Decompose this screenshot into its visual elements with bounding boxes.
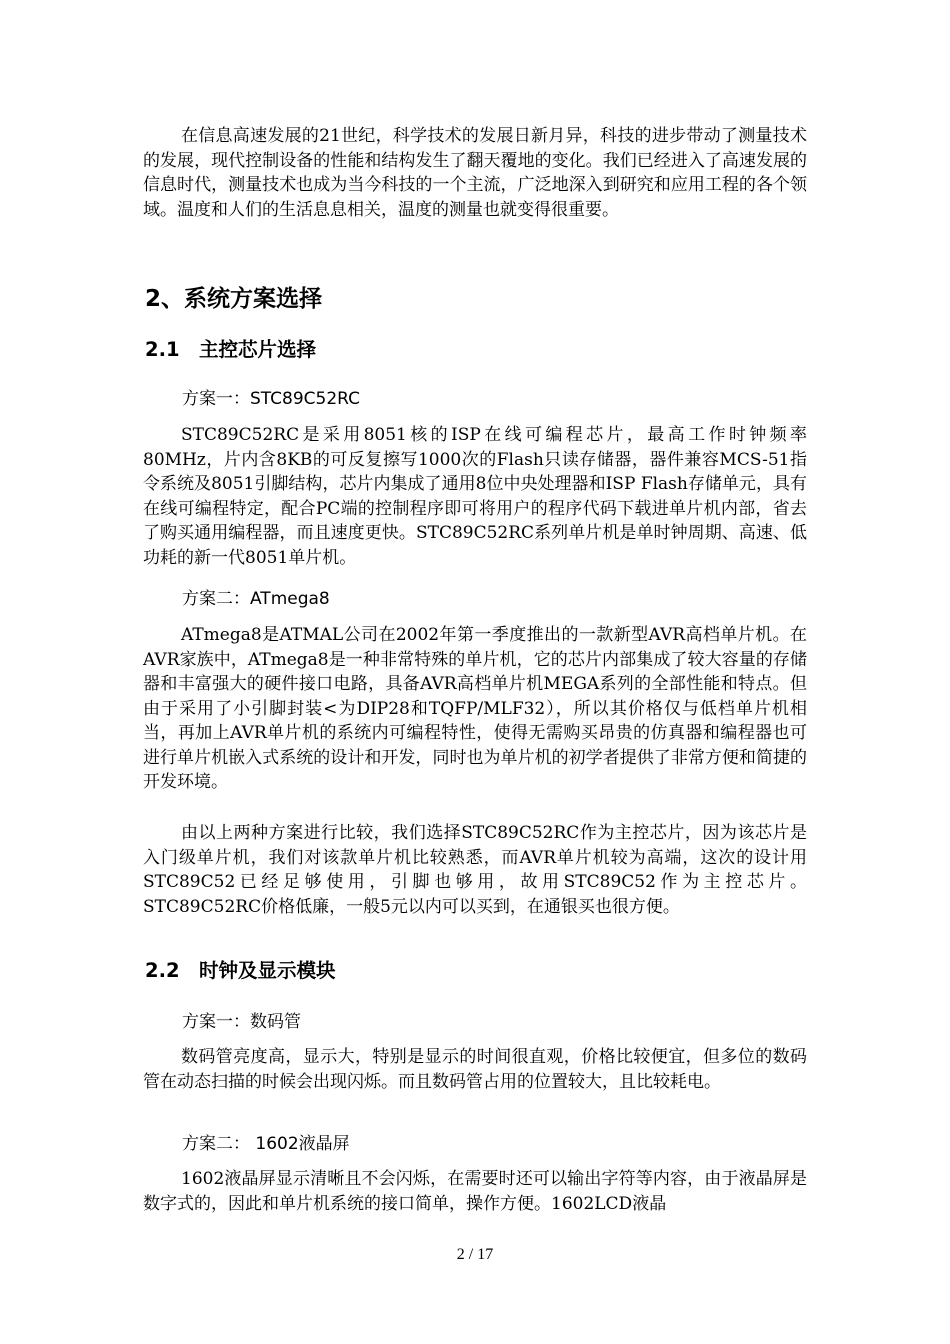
option-paragraph-stc89c52rc: STC89C52RC是采用8051核的ISP在线可编程芯片，最高工作时钟频率80MHz，片内含8KB的可反复擦写1000次的Flash只读存储器，器件兼容MCS-51指令系统及8051引脚结构，芯片内集成了通用8位中央处理器和ISP Flash存储单元，具有在线可编程特定，配合PC端的控制程序即可将用户的程序代码下载进单片机内部，省去了购买通用编程器，而且速度更快。STC89C52RC系列单片机是单时钟周期、高速、低功耗的新一代8051单片机。 xyxy=(143,425,807,568)
section-number: 2.1 xyxy=(145,338,180,361)
option-paragraph-atmega8: ATmega8是ATMAL公司在2002年第一季度推出的一款新型AVR高档单片机。在AVR家族中，ATmega8是一种非常特殊的单片机，它的芯片内部集成了较大容量的存储器和丰富强大的硬件接口电路，具备AVR高档单片机MEGA系列的全部性能和特点。但由于采用了小引脚封装<为DIP28和TQFP/MLF32），所以其价格仅与低档单片机相当，再加上AVR单片机的系统内可编程特性，使得无需购买昂贵的仿真器和编程器也可进行单片机嵌入式系统的设计和开发，同时也为单片机的初学者提供了非常方便和简捷的开发环境。 xyxy=(143,625,807,792)
option-label-digital-tube: 方案一：数码管 xyxy=(182,1012,301,1032)
option-label-stc89c52rc: 方案一：STC89C52RC xyxy=(182,389,361,409)
option-paragraph-digital-tube: 数码管亮度高，显示大，特别是显示的时间很直观，价格比较便宜，但多位的数码管在动态扫描的时候会出现闪烁。而且数码管占用的位置较大，且比较耗电。 xyxy=(143,1047,807,1092)
intro-paragraph: 在信息高速发展的21世纪，科学技术的发展日新月异，科技的进步带动了测量技术的发展，现代控制设备的性能和结构发生了翻天覆地的变化。我们已经进入了高速发展的信息时代，测量技术也成为当今科技的一个主流，广泛地深入到研究和应用工程的各个领域。温度和人们的生活息息相关，温度的测量也就变得很重要。 xyxy=(143,126,807,220)
section-title: 时钟及显示模块 xyxy=(199,959,336,982)
section-number: 2.2 xyxy=(145,959,180,982)
option-label-lcd1602: 方案二： 1602液晶屏 xyxy=(182,1134,350,1154)
option-label-atmega8: 方案二：ATmega8 xyxy=(182,589,330,609)
section-title: 主控芯片选择 xyxy=(199,338,317,361)
page-number: 2 / 17 xyxy=(456,1246,494,1263)
option-paragraph-lcd1602: 1602液晶屏显示清晰且不会闪烁，在需要时还可以输出字符等内容，由于液晶屏是数字式的，因此和单片机系统的接口简单，操作方便。1602LCD液晶 xyxy=(143,1169,807,1214)
section-heading-2-1 xyxy=(145,337,316,363)
section-heading-2-2 xyxy=(145,958,336,984)
conclusion-paragraph: 由以上两种方案进行比较，我们选择STC89C52RC作为主控芯片，因为该芯片是入门级单片机，我们对该款单片机比较熟悉，而AVR单片机较为高端，这次的设计用STC89C52已经足够使用，引脚也够用，故用STC89C52作为主控芯片。STC89C52RC价格低廉，一般5元以内可以买到，在通银买也很方便。 xyxy=(143,823,807,917)
section-heading-2: 2、系统方案选择 xyxy=(145,286,323,312)
